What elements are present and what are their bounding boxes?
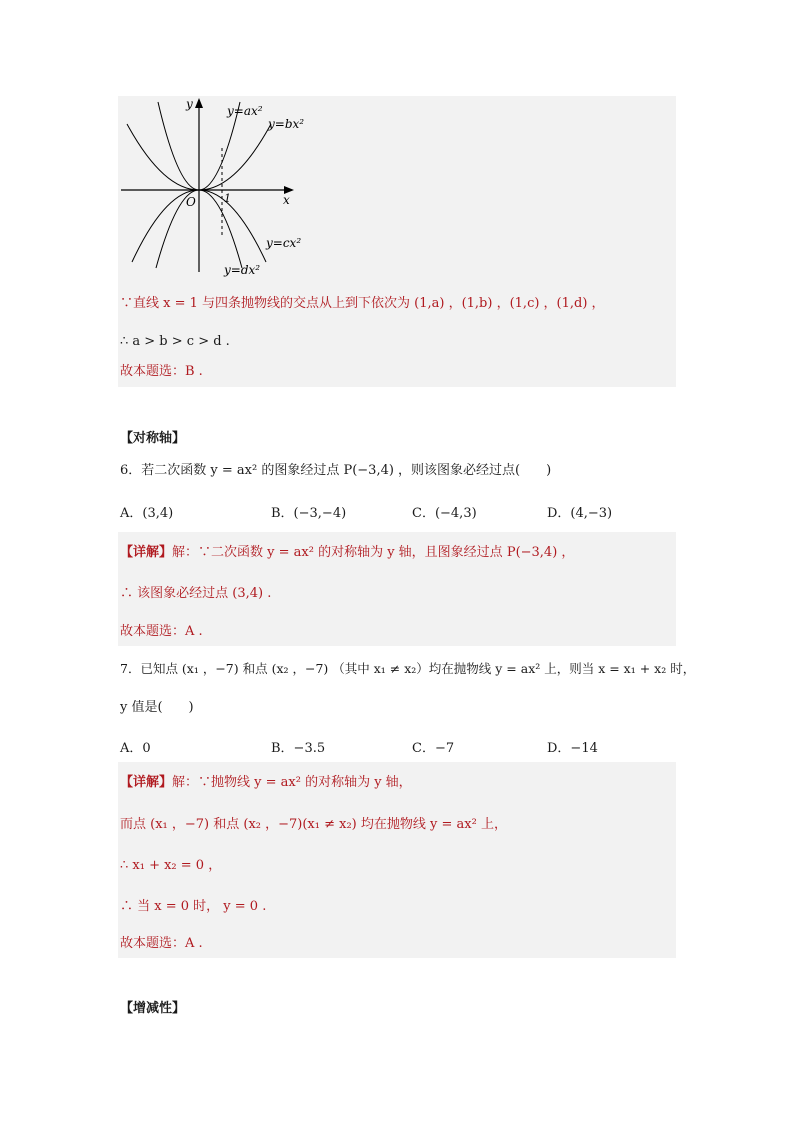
q7-option-b: B．−3.5 xyxy=(271,741,326,756)
q5-solution-line1: ∵直线 x = 1 与四条抛物线的交点从上到下依次为 (1,a) ，(1,b) ，(1,c) ，(1,d) ， xyxy=(120,296,605,311)
y-axis-arrow xyxy=(195,98,203,108)
q6-option-b: B．(−3,−4) xyxy=(271,506,347,521)
q7-stem-line2: y 值是( ) xyxy=(120,700,194,715)
parabola-figure xyxy=(118,96,338,286)
q7-solution-line4: ∴ 当 x = 0 时， y = 0 . xyxy=(120,899,267,914)
section-heading-monotonicity: 【增减性】 xyxy=(120,1001,186,1016)
q7-solution-line5: 故本题选：A . xyxy=(120,936,203,951)
origin-label: O xyxy=(186,195,196,209)
q6-option-c: C．(−4,3) xyxy=(412,506,477,521)
curve-b-label: y=bx² xyxy=(268,117,305,131)
q6-stem: 6．若二次函数 y = ax² 的图象经过点 P(−3,4) ，则该图象必经过点( ) xyxy=(120,463,552,478)
q7-stem-line1: 7．已知点 (x₁ ，−7) 和点 (x₂ ，−7) （其中 x₁ ≠ x₂）均在抛物线 y = ax² 上，则当 x = x₁ + x₂ 时， xyxy=(120,661,696,676)
q5-solution-line2: ∴ a > b > c > d . xyxy=(120,334,230,349)
q7-solution-line3: ∴ x₁ + x₂ = 0 ， xyxy=(120,858,222,873)
q6-solution-line1 xyxy=(120,544,574,562)
section-heading-symmetry: 【对称轴】 xyxy=(120,431,186,446)
q7-solution-line1-text: 解：∵抛物线 y = ax² 的对称轴为 y 轴， xyxy=(172,775,412,790)
curve-a-label: y=ax² xyxy=(227,104,263,118)
q7-option-a: A．0 xyxy=(120,741,151,756)
q7-option-d: D．−14 xyxy=(547,741,598,756)
q6-solution-line3: 故本题选：A . xyxy=(120,624,203,639)
curve-d-label: y=dx² xyxy=(224,263,261,277)
curve-c-label: y=cx² xyxy=(266,236,302,250)
q7-option-c: C．−7 xyxy=(412,741,455,756)
q6-option-d: D．(4,−3) xyxy=(547,506,613,521)
q7-solution-line1 xyxy=(120,774,412,792)
q7-solution-line2: 而点 (x₁ ，−7) 和点 (x₂ ，−7)(x₁ ≠ x₂) 均在抛物线 y = ax² 上， xyxy=(120,817,507,832)
tick-one-label: 1 xyxy=(224,192,231,205)
q5-solution-line3: 故本题选：B . xyxy=(120,364,203,379)
x-axis-label: x xyxy=(283,193,290,207)
q6-solution-line1-text: 解：∵二次函数 y = ax² 的对称轴为 y 轴，且图象经过点 P(−3,4) ， xyxy=(172,545,575,560)
q6-solution-line2: ∴ 该图象必经过点 (3,4) . xyxy=(120,586,272,601)
q6-option-a: A．(3,4) xyxy=(120,506,174,521)
q6-detail-tag: 【详解】 xyxy=(120,545,173,560)
y-axis-label: y xyxy=(186,97,193,111)
q7-detail-tag: 【详解】 xyxy=(120,775,173,790)
